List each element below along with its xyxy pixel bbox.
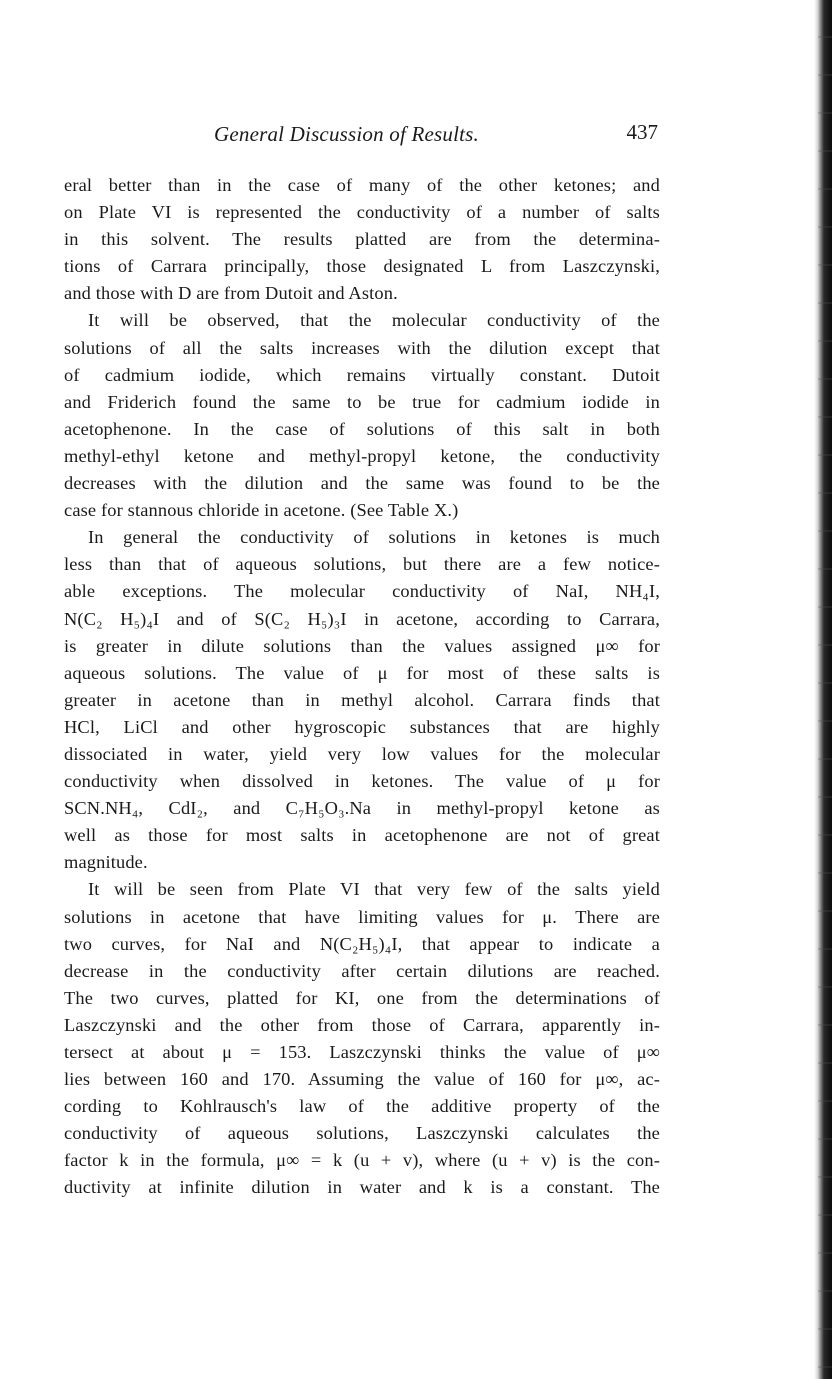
running-head <box>64 118 660 158</box>
text-line: aqueous solutions. The value of μ for most of these salts is <box>64 662 660 683</box>
text-line: is greater in dilute solutions than the values assigned μ∞ for <box>64 635 660 656</box>
text-line: The two curves, platted for KI, one from the determinations of <box>64 987 660 1008</box>
text-line: decreases with the dilution and the same was found to be the <box>64 473 660 494</box>
body-text <box>64 172 660 1202</box>
book-page <box>64 118 660 1202</box>
text-line: less than that of aqueous solutions, but there are a few notice- <box>64 554 660 575</box>
text-line: eral better than in the case of many of the other ketones; and <box>64 175 660 195</box>
text-line: of cadmium iodide, which remains virtually constant. Dutoit <box>64 364 660 385</box>
text-line: tions of Carrara principally, those designated L from Laszczynski, <box>64 256 660 277</box>
text-line: solutions in acetone that have limiting values for μ. There are <box>64 906 660 927</box>
text-line: case for stannous chloride in acetone. (See Table X.) <box>64 500 459 521</box>
text-line: HCl, LiCl and other hygroscopic substances that are highly <box>64 716 660 737</box>
text-line: ductivity at infinite dilution in water and k is a constant. The <box>64 1177 660 1198</box>
text-line: magnitude. <box>64 852 148 873</box>
page-number: 437 <box>626 120 658 144</box>
text-line: on Plate VI is represented the conductivity of a number of salts <box>64 202 660 223</box>
text-line: In general the conductivity of solutions in ketones is much <box>88 527 660 548</box>
text-line: cording to Kohlrausch's law of the additive property of the <box>64 1096 660 1117</box>
text-line: SCN.NH₄, CdI₂, and C₇H₅O₃.Na in methyl-propyl ketone as <box>64 798 660 819</box>
text-line: decrease in the conductivity after certain dilutions are reached. <box>64 960 660 981</box>
text-line: It will be seen from Plate VI that very few of the salts yield <box>88 879 660 900</box>
text-line: conductivity when dissolved in ketones. The value of μ for <box>64 771 660 792</box>
running-title: General Discussion of Results. <box>214 122 479 146</box>
text-line: N(C₂ H₅)₄I and of S(C₂ H₅)₃I in acetone, according to Carrara, <box>64 608 660 629</box>
text-line: in this solvent. The results platted are from the determina- <box>64 229 660 250</box>
text-line: methyl-ethyl ketone and methyl-propyl ketone, the conductivity <box>64 445 660 466</box>
text-line: It will be observed, that the molecular conductivity of the <box>88 310 660 331</box>
text-line: factor k in the formula, μ∞ = k (u + v), where (u + v) is the con- <box>64 1150 660 1171</box>
text-line: Laszczynski and the other from those of Carrara, apparently in- <box>64 1014 660 1035</box>
text-line: tersect at about μ = 153. Laszczynski thinks the value of μ∞ <box>64 1042 660 1062</box>
text-line: able exceptions. The molecular conductivity of NaI, NH₄I, <box>64 581 660 602</box>
text-line: lies between 160 and 170. Assuming the value of 160 for μ∞, ac- <box>64 1069 660 1090</box>
text-line: and those with D are from Dutoit and Aston. <box>64 283 398 304</box>
text-line: greater in acetone than in methyl alcohol. Carrara finds that <box>64 689 660 710</box>
text-line: dissociated in water, yield very low values for the molecular <box>64 743 660 764</box>
text-line: two curves, for NaI and N(C₂H₅)₄I, that appear to indicate a <box>64 933 660 954</box>
text-line: conductivity of aqueous solutions, Laszczynski calculates the <box>64 1123 660 1144</box>
text-line: acetophenone. In the case of solutions of this salt in both <box>64 418 660 439</box>
text-line: solutions of all the salts increases with the dilution except that <box>64 337 660 358</box>
scan-edge-marks <box>818 0 832 1379</box>
text-line: well as those for most salts in acetophenone are not of great <box>64 825 660 846</box>
text-line: and Friderich found the same to be true for cadmium iodide in <box>64 391 660 412</box>
